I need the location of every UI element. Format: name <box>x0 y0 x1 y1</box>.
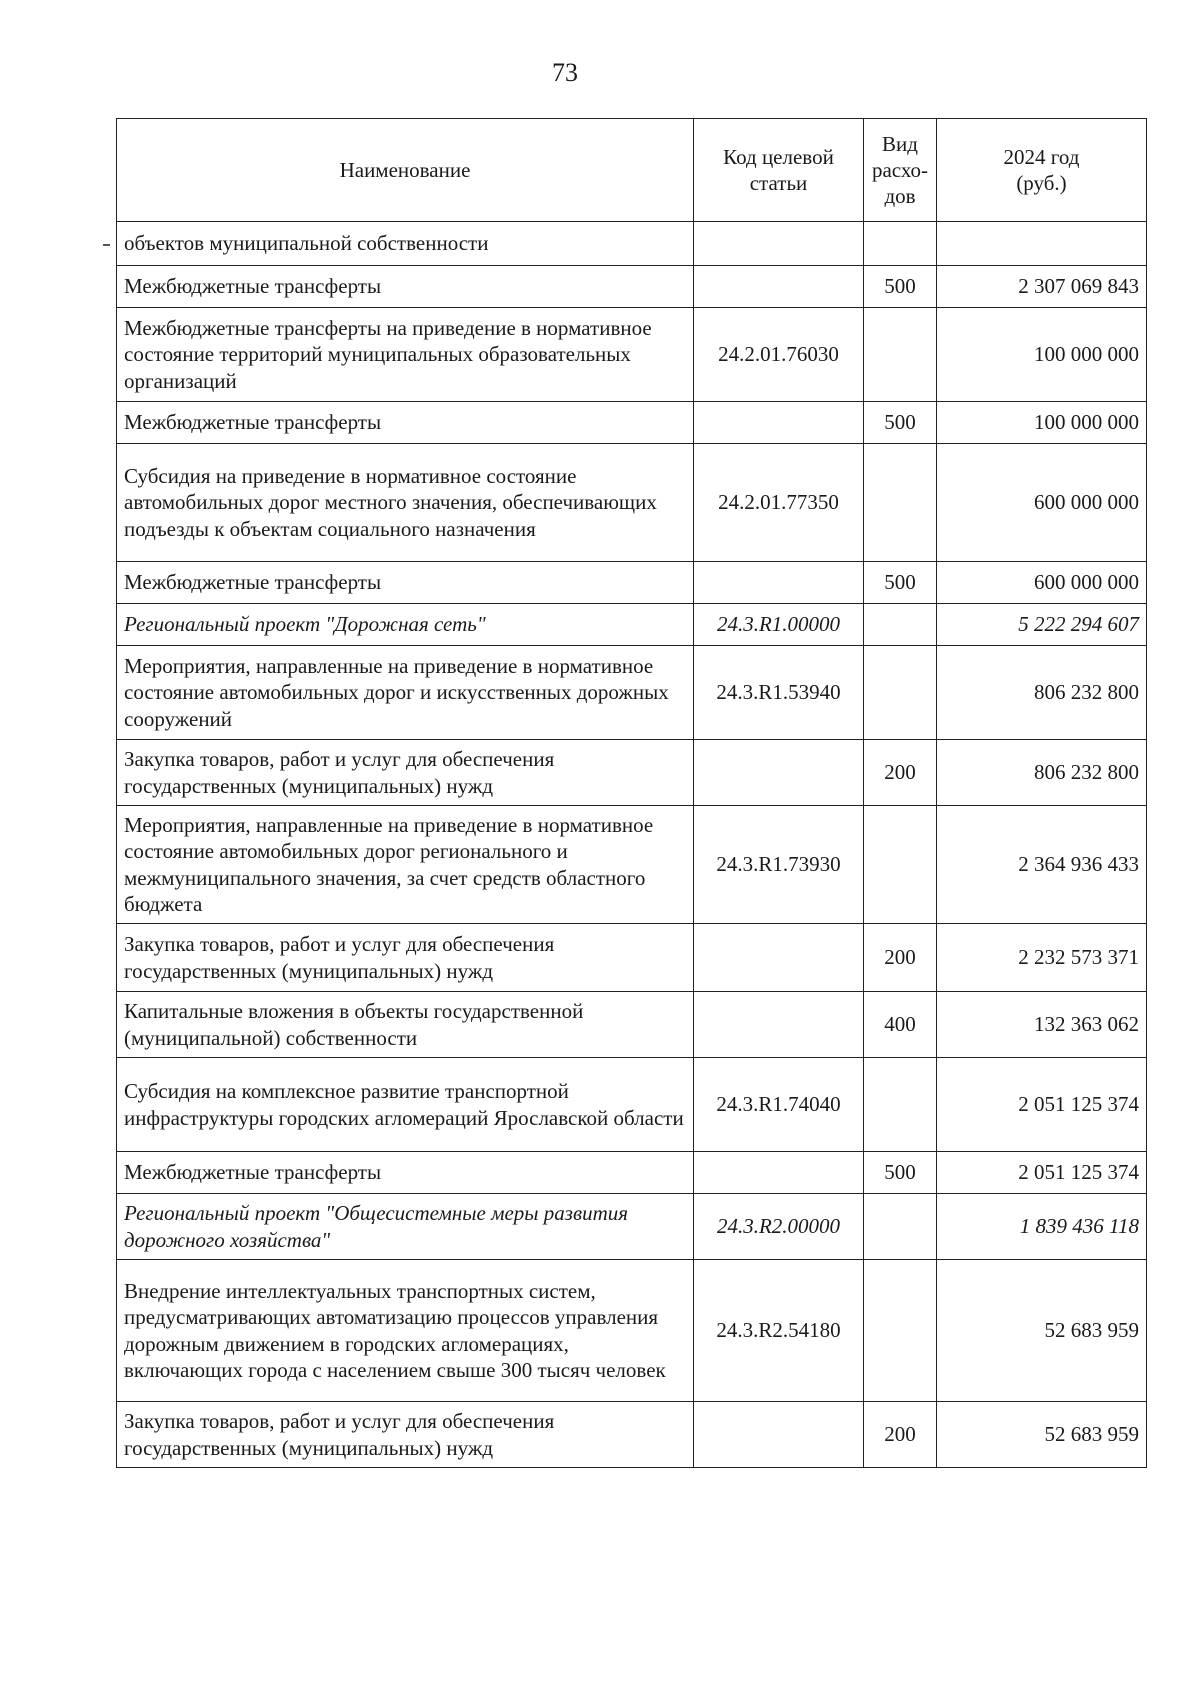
row-type-cell: 500 <box>864 562 937 604</box>
row-type-cell: 200 <box>864 1402 937 1468</box>
budget-table <box>116 118 1147 1468</box>
row-type-cell <box>864 806 937 924</box>
row-code-cell <box>694 402 864 444</box>
table-row <box>117 806 1147 924</box>
row-name-cell: объектов муниципальной собственности <box>117 222 694 266</box>
table-row <box>117 604 1147 646</box>
row-amount-cell: 2 051 125 374 <box>937 1058 1147 1152</box>
row-name-cell: Региональный проект "Общесистемные меры развития дорожного хозяйства" <box>117 1194 694 1260</box>
table-header-row <box>117 119 1147 222</box>
row-type-cell: 500 <box>864 266 937 308</box>
table-row <box>117 444 1147 562</box>
row-amount-cell: 132 363 062 <box>937 992 1147 1058</box>
row-name-cell: Межбюджетные трансферты <box>117 1152 694 1194</box>
table-row <box>117 1152 1147 1194</box>
row-code-cell: 24.2.01.77350 <box>694 444 864 562</box>
row-name-cell: Закупка товаров, работ и услуг для обеспечения государственных (муниципальных) нужд <box>117 1402 694 1468</box>
row-amount-cell: 2 364 936 433 <box>937 806 1147 924</box>
row-name-cell: Региональный проект "Дорожная сеть" <box>117 604 694 646</box>
row-code-cell <box>694 562 864 604</box>
row-code-cell: 24.3.R2.54180 <box>694 1260 864 1402</box>
row-type-cell: 500 <box>864 402 937 444</box>
row-type-cell: 200 <box>864 740 937 806</box>
table-row <box>117 1194 1147 1260</box>
row-name-cell: Закупка товаров, работ и услуг для обеспечения государственных (муниципальных) нужд <box>117 924 694 992</box>
row-amount-cell: 806 232 800 <box>937 646 1147 740</box>
row-amount-cell: 5 222 294 607 <box>937 604 1147 646</box>
row-amount-cell: 100 000 000 <box>937 402 1147 444</box>
row-amount-cell: 52 683 959 <box>937 1260 1147 1402</box>
header-type: Вид расхо-дов <box>864 119 937 222</box>
table-row <box>117 308 1147 402</box>
row-type-cell <box>864 646 937 740</box>
table-row <box>117 646 1147 740</box>
row-type-cell <box>864 308 937 402</box>
row-code-cell <box>694 1152 864 1194</box>
row-name-cell: Межбюджетные трансферты <box>117 402 694 444</box>
row-code-cell <box>694 266 864 308</box>
row-code-cell <box>694 1402 864 1468</box>
table-body <box>117 222 1147 1468</box>
row-code-cell: 24.3.R1.74040 <box>694 1058 864 1152</box>
row-name-cell: Внедрение интеллектуальных транспортных систем, предусматривающих автоматизацию процессов управления дорожным движением в городских агломерациях, включающих города с населением свыше 300 тысяч человек <box>117 1260 694 1402</box>
header-amount: 2024 год (руб.) <box>937 119 1147 222</box>
row-code-cell: 24.3.R2.00000 <box>694 1194 864 1260</box>
row-name-cell: Субсидия на комплексное развитие транспортной инфраструктуры городских агломераций Ярославской области <box>117 1058 694 1152</box>
row-amount-cell: 100 000 000 <box>937 308 1147 402</box>
row-type-cell <box>864 1194 937 1260</box>
row-code-cell <box>694 992 864 1058</box>
row-name-cell: Межбюджетные трансферты <box>117 266 694 308</box>
row-name-cell: Межбюджетные трансферты на приведение в нормативное состояние территорий муниципальных образовательных организаций <box>117 308 694 402</box>
row-code-cell: 24.3.R1.00000 <box>694 604 864 646</box>
row-type-cell <box>864 604 937 646</box>
row-name-cell: Субсидия на приведение в нормативное состояние автомобильных дорог местного значения, обеспечивающих подъезды к объектам социального назначения <box>117 444 694 562</box>
row-amount-cell: 2 232 573 371 <box>937 924 1147 992</box>
table-row <box>117 1402 1147 1468</box>
row-amount-cell: 2 307 069 843 <box>937 266 1147 308</box>
margin-dash-mark <box>103 244 110 246</box>
row-type-cell <box>864 1058 937 1152</box>
row-name-cell: Капитальные вложения в объекты государственной (муниципальной) собственности <box>117 992 694 1058</box>
row-amount-cell: 52 683 959 <box>937 1402 1147 1468</box>
row-amount-cell: 1 839 436 118 <box>937 1194 1147 1260</box>
table-row <box>117 1260 1147 1402</box>
table-row <box>117 1058 1147 1152</box>
table-row <box>117 266 1147 308</box>
row-type-cell: 500 <box>864 1152 937 1194</box>
row-type-cell <box>864 222 937 266</box>
row-name-cell: Закупка товаров, работ и услуг для обеспечения государственных (муниципальных) нужд <box>117 740 694 806</box>
table-row <box>117 992 1147 1058</box>
row-code-cell: 24.3.R1.73930 <box>694 806 864 924</box>
row-name-cell: Межбюджетные трансферты <box>117 562 694 604</box>
row-code-cell: 24.2.01.76030 <box>694 308 864 402</box>
row-amount-cell: 806 232 800 <box>937 740 1147 806</box>
row-amount-cell: 600 000 000 <box>937 444 1147 562</box>
table-row <box>117 924 1147 992</box>
row-amount-cell: 600 000 000 <box>937 562 1147 604</box>
page-number: 73 <box>552 58 578 87</box>
row-amount-cell: 2 051 125 374 <box>937 1152 1147 1194</box>
row-type-cell <box>864 1260 937 1402</box>
row-type-cell <box>864 444 937 562</box>
row-amount-cell <box>937 222 1147 266</box>
table-row <box>117 222 1147 266</box>
header-name: Наименование <box>117 119 694 222</box>
table-row <box>117 740 1147 806</box>
row-code-cell <box>694 924 864 992</box>
row-code-cell <box>694 740 864 806</box>
row-type-cell: 200 <box>864 924 937 992</box>
row-code-cell: 24.3.R1.53940 <box>694 646 864 740</box>
table-row <box>117 562 1147 604</box>
header-code: Код целевой статьи <box>694 119 864 222</box>
row-name-cell: Мероприятия, направленные на приведение в нормативное состояние автомобильных дорог регионального и межмуниципального значения, за счет средств областного бюджета <box>117 806 694 924</box>
row-name-cell: Мероприятия, направленные на приведение в нормативное состояние автомобильных дорог и искусственных дорожных сооружений <box>117 646 694 740</box>
row-type-cell: 400 <box>864 992 937 1058</box>
table-row <box>117 402 1147 444</box>
row-code-cell <box>694 222 864 266</box>
